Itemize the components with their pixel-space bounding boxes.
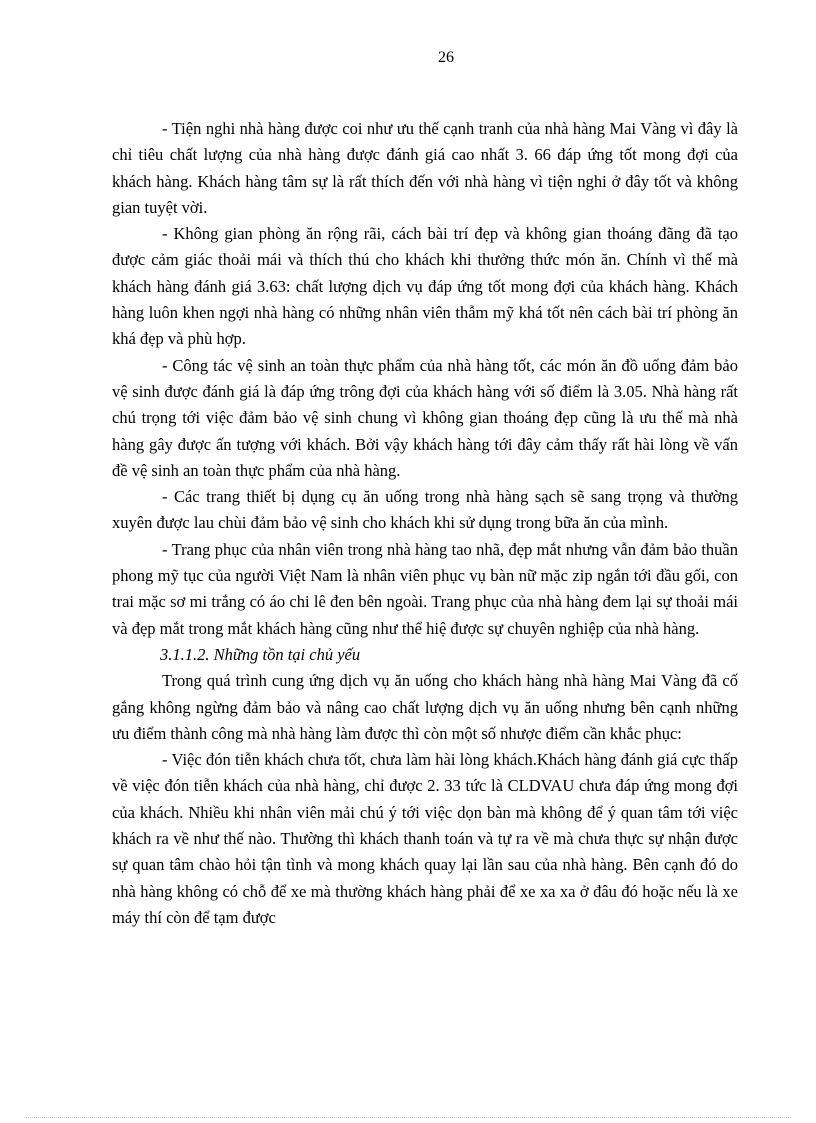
paragraph: - Việc đón tiễn khách chưa tốt, chưa làm hài lòng khách.Khách hàng đánh giá cực thấp về việc đón tiễn khách của nhà hàng, chỉ được 2. 33 tức là CLDVAU chưa đáp ứng mong đợi của khách. Nhiều khi nhân viên mải chú ý tới việc dọn bàn mà không để ý quan tâm tới việc khách ra về như thế nào. Thường thì khách thanh toán và tự ra về mà chưa thực sự nhận được sự quan tâm chào hỏi tận tình và mong khách quay lại lần sau của nhà hàng. Bên cạnh đó do nhà hàng không có chỗ để xe mà thường khách hàng phải để xe xa xa ở đâu đó hoặc nếu là xe máy thí còn để tạm được [112,750,738,927]
page-number: 26 [438,49,454,66]
page-bottom-divider [25,1117,791,1118]
page-body [112,116,738,931]
paragraph: - Các trang thiết bị dụng cụ ăn uống trong nhà hàng sạch sẽ sang trọng và thường xuyên được lau chùi đảm bảo vệ sinh cho khách khi sử dụng trong bữa ăn của mình. [112,487,738,533]
paragraph: - Công tác vệ sinh an toàn thực phẩm của nhà hàng tốt, các món ăn đồ uống đảm bảo vệ sinh được đánh giá là đáp ứng trông đợi của khách hàng với số điểm là 3.05. Nhà hàng rất chú trọng tới việc đảm bảo vệ sinh chung vì không gian thoáng đẹp cũng là ưu thế mà nhà hàng gây được ấn tượng với khách. Bởi vậy khách hàng tới đây cảm thấy rất hài lòng về vấn đề vệ sinh an toàn thực phẩm của nhà hàng. [112,355,738,480]
paragraph: - Không gian phòng ăn rộng rãi, cách bài trí đẹp và không gian thoáng đãng đã tạo được cảm giác thoải mái và thích thú cho khách khi thưởng thức món ăn. Chính vì thế mà khách hàng đánh giá 3.63: chất lượng dịch vụ đáp ứng tốt mong đợi của khách hàng. Khách hàng luôn khen ngợi nhà hàng có những nhân viên thẫm mỹ khá tốt nên cách bài trí phòng ăn khá đẹp và phù hợp. [112,224,738,349]
section-heading: 3.1.1.2. Những tồn tại chủ yếu [160,644,361,664]
paragraph: - Trang phục của nhân viên trong nhà hàng tao nhã, đẹp mắt nhưng vẫn đảm bảo thuần phong mỹ tục của người Việt Nam là nhân viên phục vụ bàn nữ mặc zip ngắn tới đầu gối, con trai mặc sơ mi trắng có áo chi lê đen bên ngoài. Trang phục của nhà hàng đem lại sự thoải mái và đẹp mắt trong mắt khách hàng cũng như thể hiệ được sự chuyên nghiệp của nhà hàng. [112,539,738,638]
paragraph: - Tiện nghi nhà hàng được coi như ưu thế cạnh tranh của nhà hàng Mai Vàng vì đây là chỉ tiêu chất lượng của nhà hàng được đánh giá cao nhất 3. 66 đáp ứng tốt mong đợi của khách hàng. Khách hàng tâm sự là rất thích đến với nhà hàng vì tiện nghi ở đây tốt và không gian tuyệt vời. [112,119,738,217]
paragraph: Trong quá trình cung ứng dịch vụ ăn uống cho khách hàng nhà hàng Mai Vàng đã cố gắng không ngừng đảm bảo và nâng cao chất lượng dịch vụ ăn uống nhưng bên cạnh những ưu điểm thành công mà nhà hàng làm được thì còn một số nhược điểm cần khắc phục: [112,671,738,743]
